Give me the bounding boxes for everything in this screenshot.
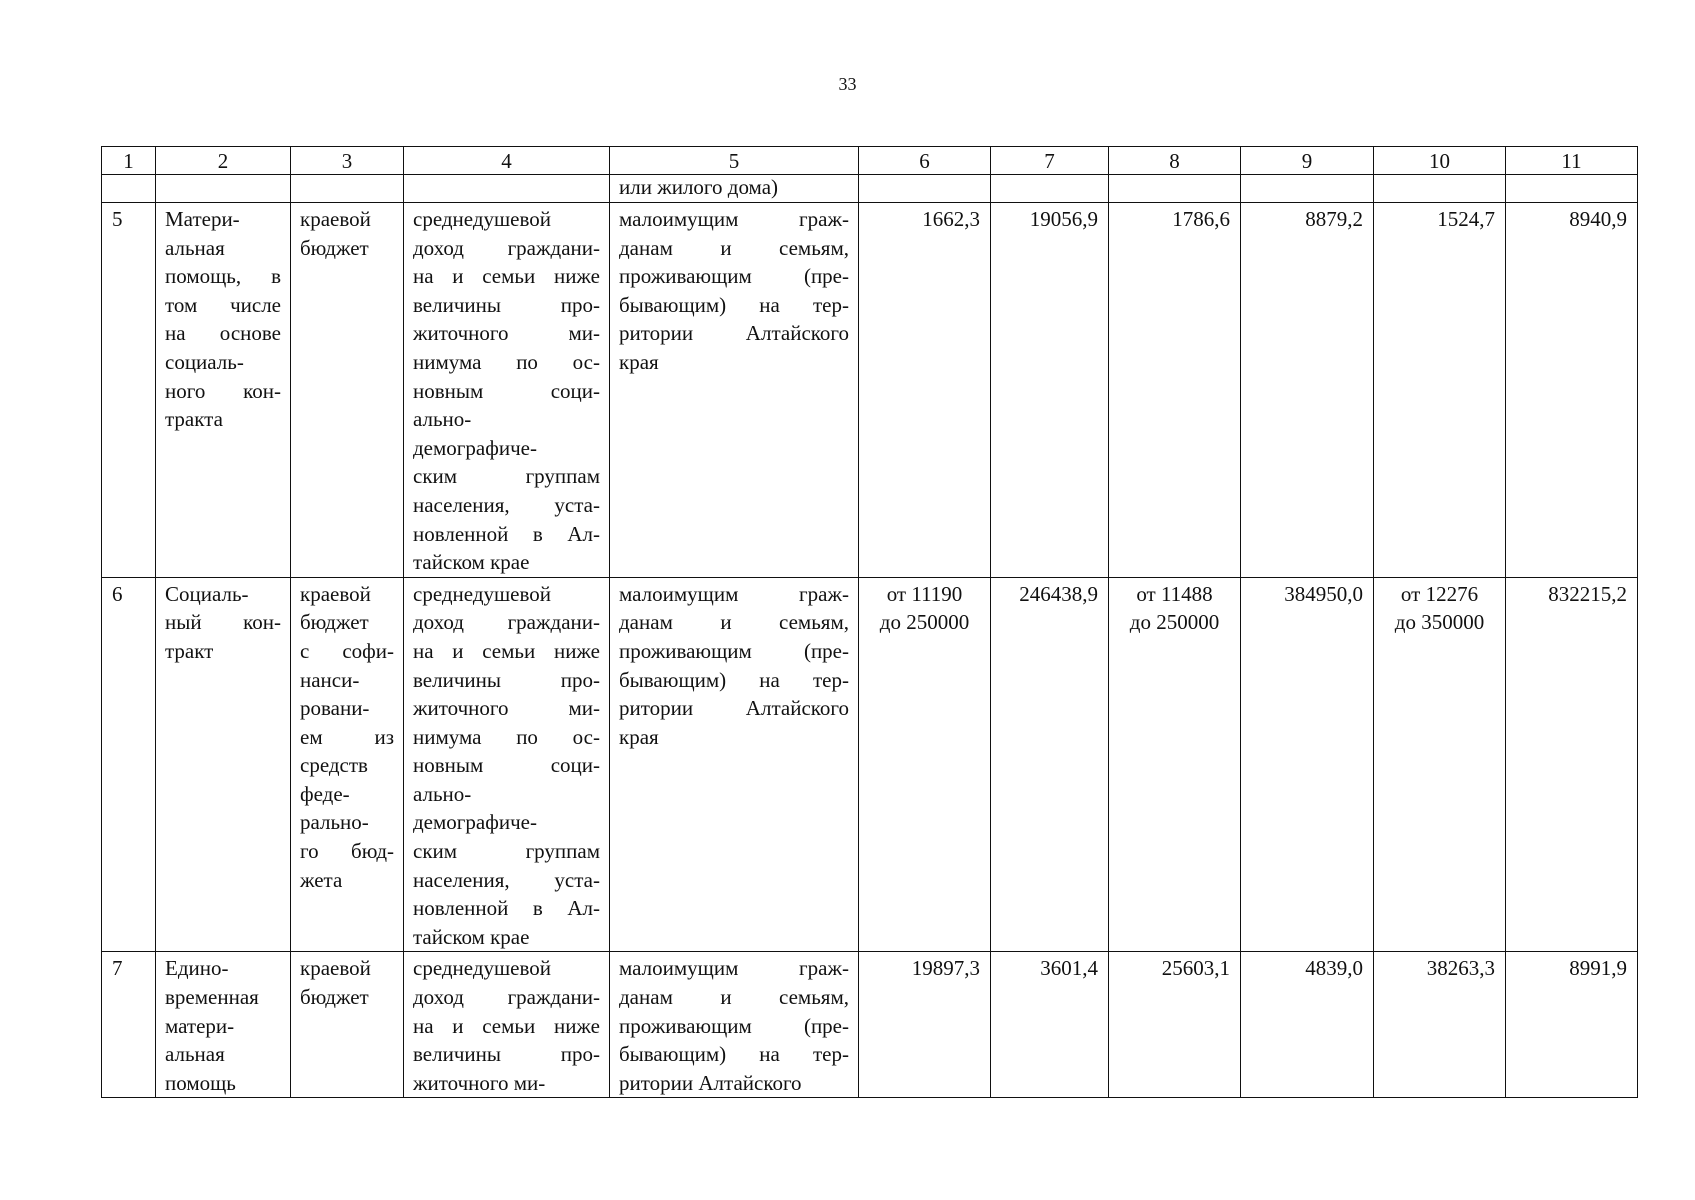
- value-col-6-line: 19897,3: [911, 956, 980, 981]
- cont-cell-7: [991, 175, 1109, 203]
- funding-source-line: ем из: [300, 724, 394, 749]
- eligibility-criterion-line: новным соци-: [413, 378, 600, 403]
- eligibility-criterion-line: населения, уста-: [413, 867, 600, 892]
- eligibility-criterion-line: величины про-: [413, 292, 600, 317]
- recipients-line: края: [619, 724, 659, 749]
- column-number-11: 11: [1506, 147, 1638, 175]
- column-number-4: 4: [404, 147, 610, 175]
- eligibility-criterion-line: новным соци-: [413, 753, 600, 778]
- value-col-11-line: 832215,2: [1548, 581, 1627, 606]
- cont-cell-2: [156, 175, 291, 203]
- page-number: 33: [838, 74, 857, 94]
- eligibility-criterion-line: населения, уста-: [413, 492, 600, 517]
- recipients-line: ритории Алтайского: [619, 321, 849, 346]
- eligibility-criterion-line: доход граждани-: [413, 985, 600, 1010]
- measure-name-line: Матери-: [165, 207, 240, 231]
- eligibility-criterion-line: среднедушевой: [413, 207, 552, 231]
- value-col-10: [1374, 203, 1506, 578]
- value-col-11-line: 8991,9: [1569, 956, 1627, 981]
- value-col-9: [1241, 203, 1374, 578]
- eligibility-criterion-line: на и семьи ниже: [413, 264, 600, 289]
- value-col-11: [1506, 203, 1638, 578]
- value-col-10-line: 1524,7: [1437, 207, 1495, 231]
- column-number-9: 9: [1241, 147, 1374, 175]
- funding-source: [291, 577, 404, 952]
- recipients: [610, 203, 859, 578]
- measure-name-line: Социаль-: [165, 581, 249, 606]
- eligibility-criterion-line: среднедушевой: [413, 581, 552, 606]
- continuation-text: или жилого дома): [610, 175, 859, 203]
- funding-source-line: го бюд-: [300, 839, 394, 864]
- recipients-line: малоимущим граж-: [619, 207, 849, 231]
- measure-name-line: матери-: [165, 1013, 235, 1038]
- funding-source-line: краевой: [300, 956, 371, 981]
- eligibility-criterion-line: новленной в Ал-: [413, 521, 600, 546]
- value-col-7: [991, 203, 1109, 578]
- measure-name-line: альная: [165, 1042, 225, 1067]
- value-col-7-line: 3601,4: [1040, 956, 1098, 981]
- measure-name-line: социаль-: [165, 349, 244, 374]
- column-number-3: 3: [291, 147, 404, 175]
- value-col-6: [859, 203, 991, 578]
- eligibility-criterion-line: на и семьи ниже: [413, 1013, 600, 1038]
- eligibility-criterion-line: доход граждани-: [413, 235, 600, 260]
- funding-source-line: ровани-: [300, 696, 370, 721]
- eligibility-criterion-line: житочного ми-: [413, 1070, 546, 1095]
- table-body: [102, 147, 1638, 1098]
- funding-source-line: бюджет: [300, 610, 369, 635]
- eligibility-criterion: [404, 203, 610, 578]
- value-col-9: [1241, 952, 1374, 1098]
- value-col-9-line: 384950,0: [1284, 581, 1363, 606]
- table-row: [102, 203, 1638, 578]
- funding-source-line: краевой: [300, 207, 371, 231]
- column-number-7: 7: [991, 147, 1109, 175]
- recipients-line: бывающим) на тер-: [619, 292, 849, 317]
- column-number-10: 10: [1374, 147, 1506, 175]
- benefits-table: [101, 146, 1638, 1098]
- value-col-11: [1506, 577, 1638, 952]
- column-number-6: 6: [859, 147, 991, 175]
- eligibility-criterion-line: тайском крае: [413, 550, 530, 575]
- recipients-line: малоимущим граж-: [619, 581, 849, 606]
- cont-cell-3: [291, 175, 404, 203]
- recipients-line: края: [619, 349, 659, 374]
- recipients-line: данам и семьям,: [619, 610, 849, 635]
- recipients-line: ритории Алтайского: [619, 1070, 802, 1095]
- value-col-10-line: от 12276: [1400, 581, 1479, 606]
- value-col-6: [859, 952, 991, 1098]
- funding-source: [291, 203, 404, 578]
- recipients-line: проживающим (пре-: [619, 1013, 849, 1038]
- value-col-7: [991, 577, 1109, 952]
- eligibility-criterion-line: нимума по ос-: [413, 724, 600, 749]
- eligibility-criterion-line: тайском крае: [413, 924, 530, 949]
- eligibility-criterion-line: величины про-: [413, 667, 600, 692]
- funding-source-line: краевой: [300, 581, 371, 606]
- measure-name: [156, 577, 291, 952]
- funding-source: [291, 952, 404, 1098]
- column-number-row: [102, 147, 1638, 175]
- value-col-10: [1374, 952, 1506, 1098]
- measure-name-line: ного кон-: [165, 378, 281, 403]
- value-col-10-line: до 350000: [1394, 610, 1485, 635]
- recipients-line: ритории Алтайского: [619, 696, 849, 721]
- eligibility-criterion-line: житочного ми-: [413, 321, 600, 346]
- measure-name-line: тракт: [165, 638, 214, 663]
- measure-name-line: помощь: [165, 1070, 236, 1095]
- measure-name-line: Едино-: [165, 956, 229, 981]
- funding-source-line: рально-: [300, 810, 369, 835]
- funding-source-line: феде-: [300, 781, 350, 806]
- row-number: 7: [102, 952, 156, 1098]
- cont-cell-4: [404, 175, 610, 203]
- cont-cell-11: [1506, 175, 1638, 203]
- column-number-5: 5: [610, 147, 859, 175]
- recipients-line: проживающим (пре-: [619, 264, 849, 289]
- measure-name-line: помощь, в: [165, 264, 281, 289]
- value-col-8-line: 25603,1: [1161, 956, 1230, 981]
- value-col-8-line: до 250000: [1129, 610, 1220, 635]
- table-row: [102, 577, 1638, 952]
- eligibility-criterion-line: новленной в Ал-: [413, 896, 600, 921]
- measure-name-line: на основе: [165, 321, 281, 346]
- eligibility-criterion-line: ально-: [413, 407, 472, 432]
- recipients-line: малоимущим граж-: [619, 956, 849, 981]
- column-number-8: 8: [1109, 147, 1241, 175]
- eligibility-criterion-line: ским группам: [413, 839, 600, 864]
- value-col-9-line: 4839,0: [1305, 956, 1363, 981]
- row-number: 6: [102, 577, 156, 952]
- recipients-line: проживающим (пре-: [619, 638, 849, 663]
- eligibility-criterion-line: ально-: [413, 781, 472, 806]
- value-col-7-line: 19056,9: [1029, 207, 1098, 231]
- value-col-6-line: до 250000: [879, 610, 970, 635]
- value-col-7: [991, 952, 1109, 1098]
- value-col-6: [859, 577, 991, 952]
- eligibility-criterion-line: на и семьи ниже: [413, 638, 600, 663]
- eligibility-criterion-line: житочного ми-: [413, 696, 600, 721]
- column-number-1: 1: [102, 147, 156, 175]
- value-col-9: [1241, 577, 1374, 952]
- recipients: [610, 577, 859, 952]
- eligibility-criterion: [404, 577, 610, 952]
- measure-name-line: альная: [165, 235, 225, 260]
- continuation-row: [102, 175, 1638, 203]
- measure-name-line: тракта: [165, 407, 223, 432]
- value-col-8-line: от 11488: [1136, 581, 1213, 606]
- value-col-10-line: 38263,3: [1426, 956, 1495, 981]
- cont-cell-10: [1374, 175, 1506, 203]
- recipients-line: данам и семьям,: [619, 985, 849, 1010]
- recipients-line: бывающим) на тер-: [619, 667, 849, 692]
- funding-source-line: жета: [300, 867, 343, 892]
- value-col-6-line: 1662,3: [922, 207, 980, 231]
- funding-source-line: с софи-: [300, 638, 394, 663]
- recipients: [610, 952, 859, 1098]
- funding-source-line: бюджет: [300, 985, 369, 1010]
- funding-source-line: средств: [300, 753, 368, 778]
- recipients-line: бывающим) на тер-: [619, 1042, 849, 1067]
- eligibility-criterion-line: доход граждани-: [413, 610, 600, 635]
- measure-name-line: том числе: [165, 292, 281, 317]
- table-row: [102, 952, 1638, 1098]
- eligibility-criterion-line: ским группам: [413, 464, 600, 489]
- column-number-2: 2: [156, 147, 291, 175]
- cont-cell-8: [1109, 175, 1241, 203]
- funding-source-line: нанси-: [300, 667, 360, 692]
- measure-name: [156, 952, 291, 1098]
- value-col-8: [1109, 577, 1241, 952]
- value-col-8: [1109, 952, 1241, 1098]
- value-col-8: [1109, 203, 1241, 578]
- eligibility-criterion-line: величины про-: [413, 1042, 600, 1067]
- eligibility-criterion-line: среднедушевой: [413, 956, 552, 981]
- cont-cell-1: [102, 175, 156, 203]
- row-number: 5: [102, 203, 156, 578]
- cont-cell-6: [859, 175, 991, 203]
- measure-name: [156, 203, 291, 578]
- measure-name-line: ный кон-: [165, 610, 281, 635]
- eligibility-criterion-line: демографиче-: [413, 435, 537, 460]
- value-col-10: [1374, 577, 1506, 952]
- eligibility-criterion: [404, 952, 610, 1098]
- value-col-6-line: от 11190: [886, 581, 963, 606]
- value-col-11: [1506, 952, 1638, 1098]
- value-col-7-line: 246438,9: [1019, 581, 1098, 606]
- value-col-8-line: 1786,6: [1172, 207, 1230, 231]
- value-col-11-line: 8940,9: [1569, 207, 1627, 231]
- cont-cell-9: [1241, 175, 1374, 203]
- eligibility-criterion-line: демографиче-: [413, 810, 537, 835]
- value-col-9-line: 8879,2: [1305, 207, 1363, 231]
- recipients-line: данам и семьям,: [619, 235, 849, 260]
- measure-name-line: временная: [165, 985, 259, 1010]
- eligibility-criterion-line: нимума по ос-: [413, 349, 600, 374]
- funding-source-line: бюджет: [300, 235, 369, 260]
